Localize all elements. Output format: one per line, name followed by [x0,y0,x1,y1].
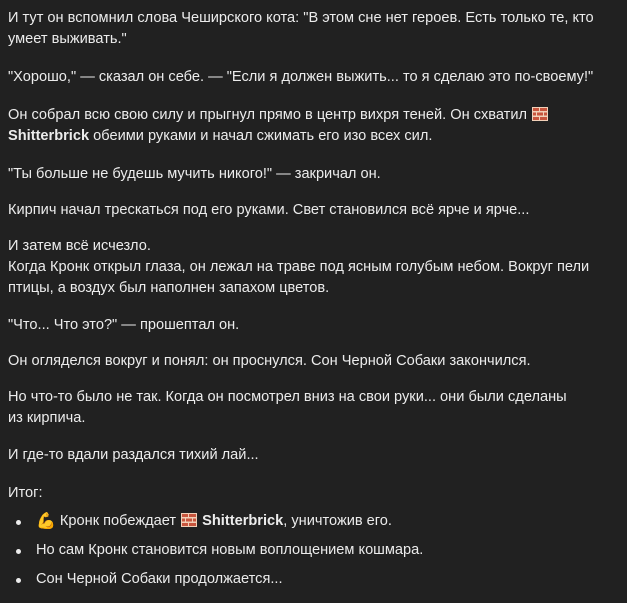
summary-text: , уничтожив его. [283,513,392,529]
paragraph-line: умеет выживать." [8,31,127,47]
story-paragraph-6 [8,236,608,299]
story-paragraph-8: Он огляделся вокруг и понял: он проснулся. Сон Черной Собаки закончился. [8,353,531,369]
brick-icon [181,513,197,527]
brick-icon [532,107,548,121]
paragraph-line: Но что-то было не так. Когда он посмотрел вниз на свои руки... они были сделаны [8,389,567,405]
paragraph-line: И тут он вспомнил слова Чеширского кота: "В этом сне нет героев. Есть только те, кто [8,10,594,26]
summary-text: Кронк побеждает [59,513,177,529]
summary-heading: Итог: [8,485,43,501]
story-paragraph-7: "Что... Что это?" — прошептал он. [8,317,240,333]
paragraph-line [8,105,608,126]
summary-item-2: Но сам Кронк становится новым воплощением кошмара. [36,540,423,561]
story-paragraph-4: "Ты больше не будешь мучить никого!" — закричал он. [8,166,381,182]
shitterbrick-name: Shitterbrick [202,513,284,529]
summary-item-1 [36,511,392,532]
paragraph-text: обеими руками и начал сжимать его изо всех сил. [89,128,433,144]
paragraph-text: Он собрал всю свою силу и прыгнул прямо в центр вихря теней. Он схватил [8,107,528,123]
story-paragraph-3 [8,105,608,147]
story-paragraph-5: Кирпич начал трескаться под его руками. Свет становился всё ярче и ярче... [8,202,530,218]
flexed-biceps-icon: 💪 [36,513,56,530]
story-paragraph-2: "Хорошо," — сказал он себе. — "Если я должен выжить... то я сделаю это по-своему!" [8,69,594,85]
paragraph-line: И затем всё исчезло. [8,238,151,254]
story-paragraph-9 [8,387,608,429]
story-paragraph-10: И где-то вдали раздался тихий лай... [8,447,259,463]
summary-item-3: Сон Черной Собаки продолжается... [36,569,283,590]
paragraph-line [8,126,608,147]
paragraph-line: Когда Кронк открыл глаза, он лежал на траве под ясным голубым небом. Вокруг пели [8,259,590,275]
paragraph-line: из кирпича. [8,410,86,426]
story-paragraph-1 [8,8,608,50]
shitterbrick-name: Shitterbrick [8,128,90,144]
paragraph-line: птицы, а воздух был наполнен запахом цветов. [8,280,330,296]
